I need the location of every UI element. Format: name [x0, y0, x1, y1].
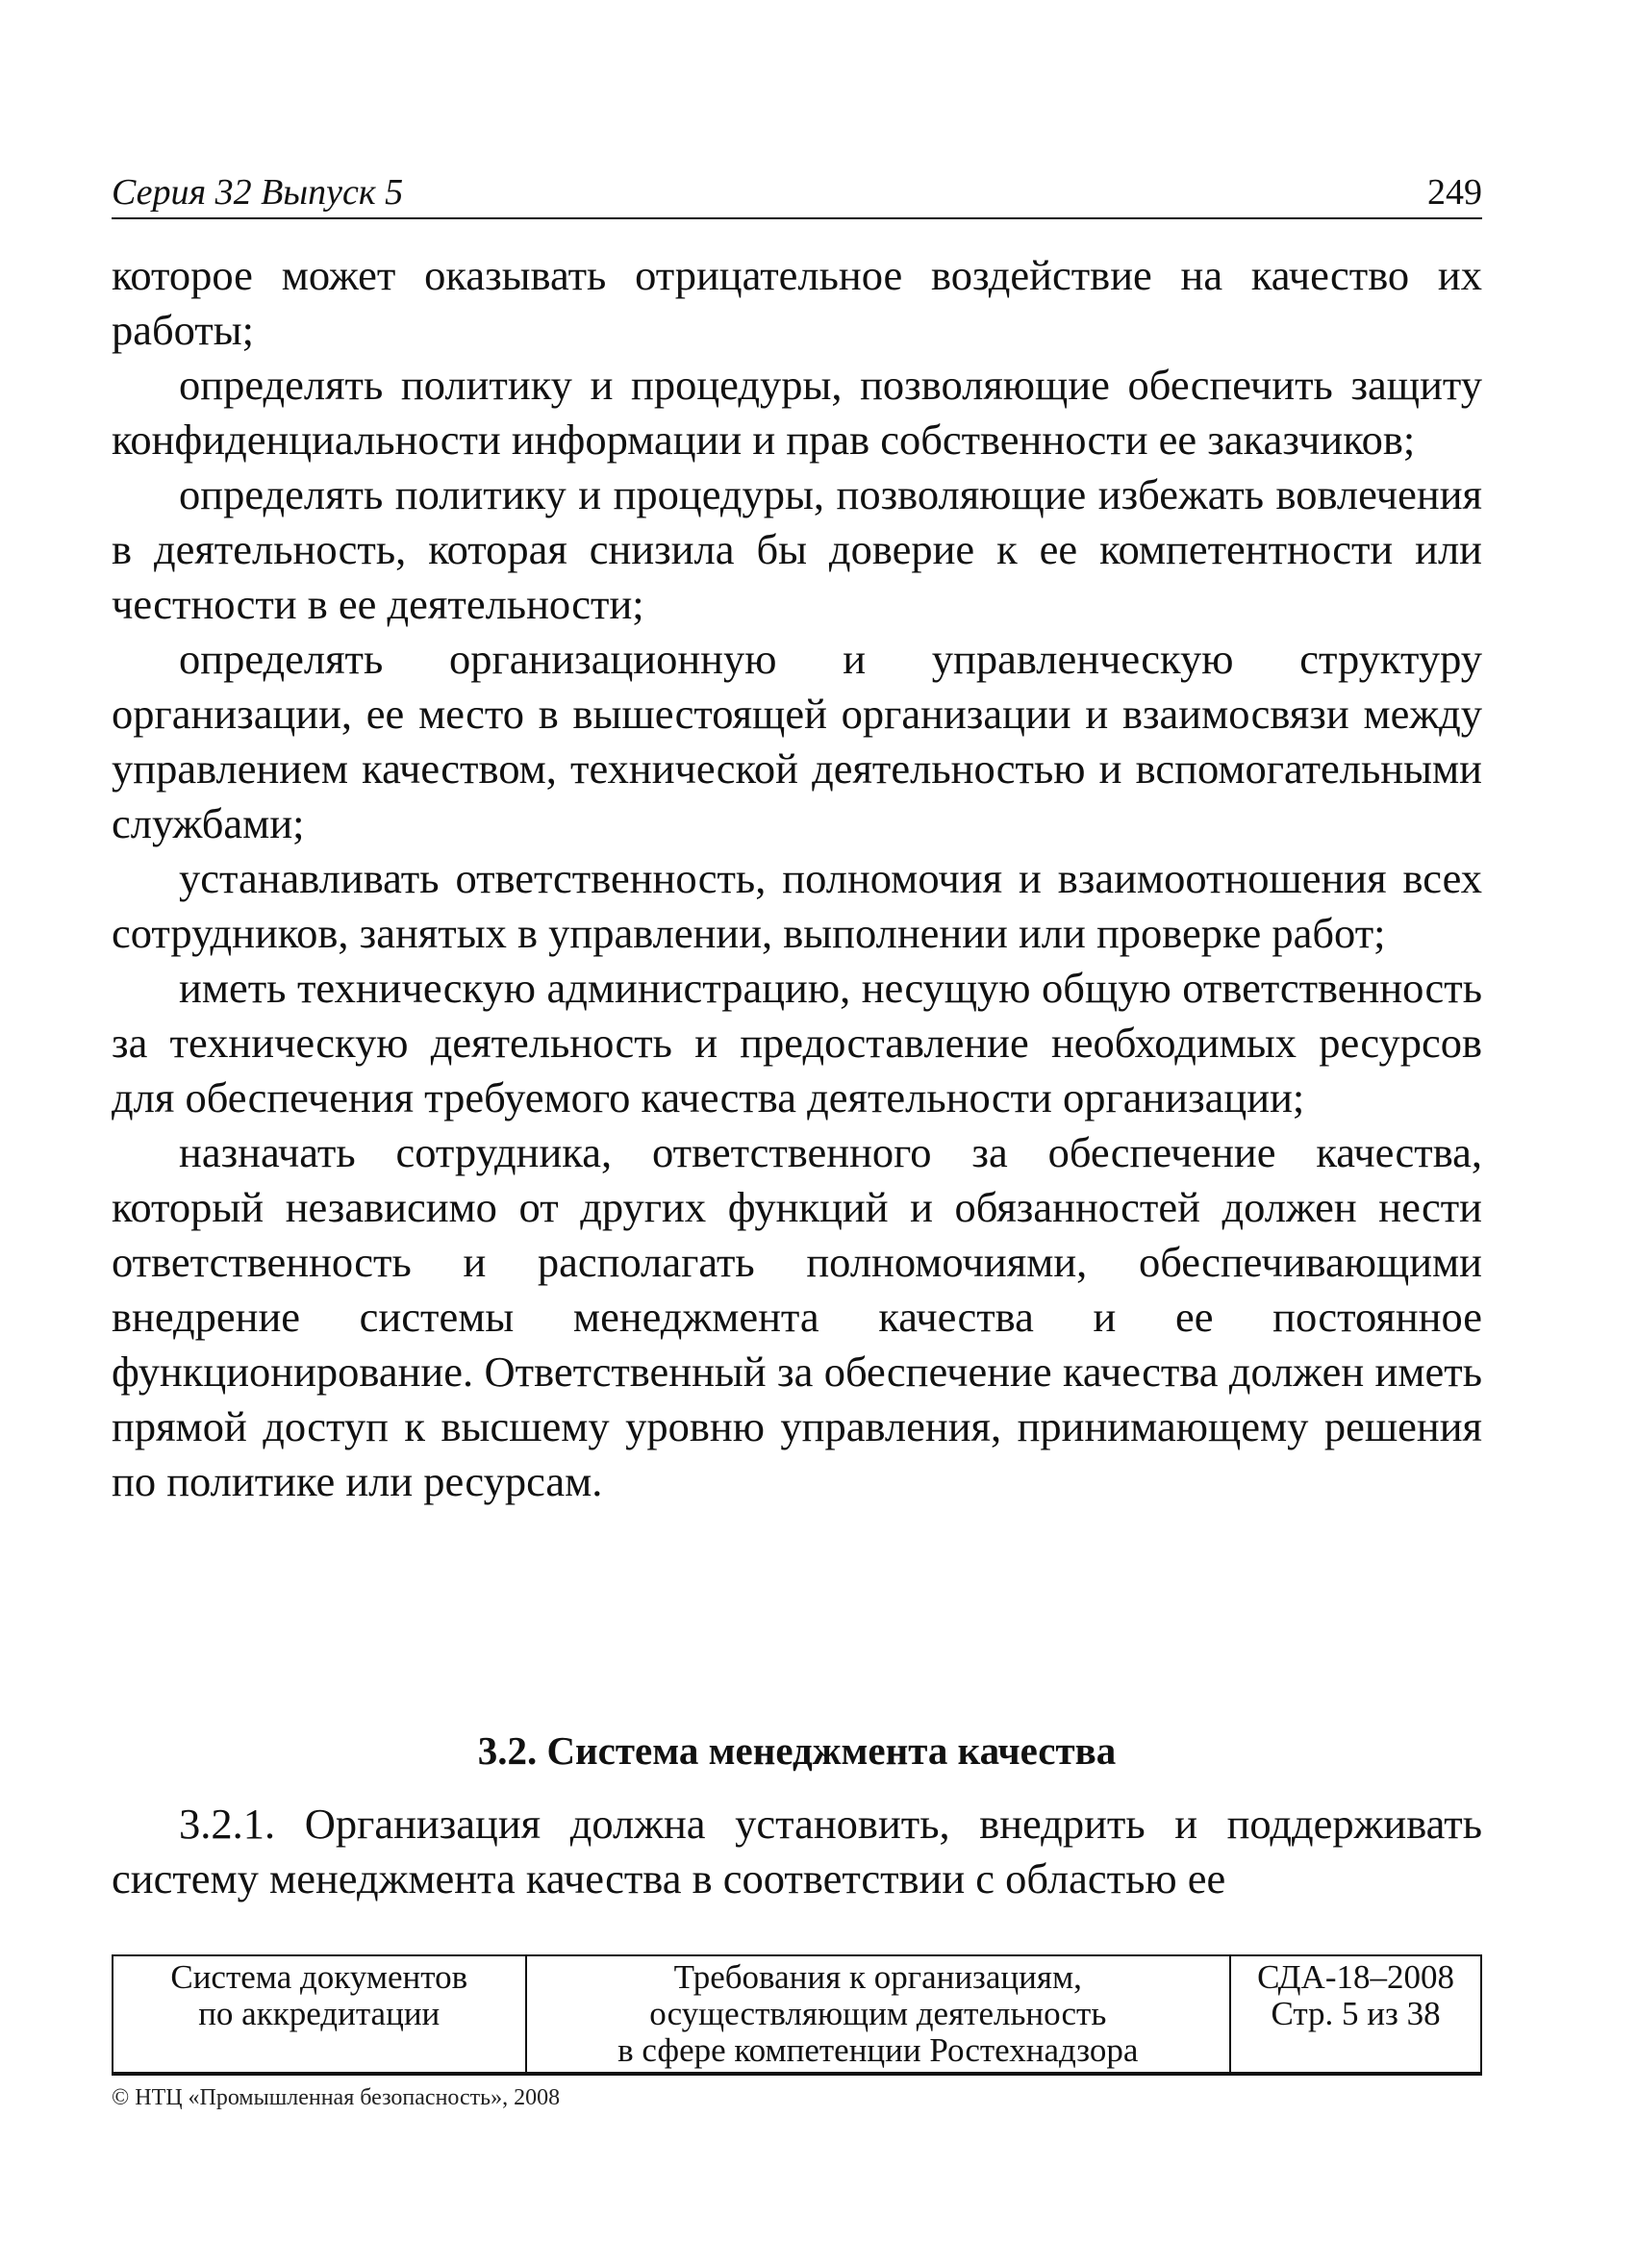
footer-divider: [112, 2074, 1482, 2076]
page-header: [112, 169, 1482, 219]
section-paragraph: 3.2.1. Организация должна установить, внедрить и поддерживать систему менеджмента качества в соответствии с областью ее: [112, 1800, 1482, 1903]
doc-title-cell: [526, 1955, 1231, 2073]
doc-system-cell: [113, 1955, 526, 2073]
paragraph: которое может оказывать отрицательное воздействие на качество их работы;: [112, 251, 1482, 354]
paragraph: иметь техническую администрацию, несущую общую ответственность за техническую деятельность и предоставление необходимых ресурсов для обеспечения требуемого качества деятельности организации;: [112, 964, 1482, 1121]
paragraph: определять политику и процедуры, позволяющие избежать вовлечения в деятельность, которая снизила бы доверие к ее компетентности или честности в ее деятельности;: [112, 470, 1482, 628]
doc-title-line: в сфере компетенции Ростехнадзора: [617, 2031, 1139, 2069]
section-body: [112, 1797, 1482, 1906]
paragraph: назначать сотрудника, ответственного за обеспечение качества, который независимо от других функций и обязанностей должен нести ответственность и располагать полномочиями, обеспечивающими внедрение системы менеджмента качества и ее постоянное функционирование. Ответственный за обеспечение качества должен иметь прямой доступ к высшему уровню управления, принимающему решения по политике или ресурсам.: [112, 1128, 1482, 1505]
page-number: 249: [1427, 172, 1482, 213]
doc-system-line: Система документов: [170, 1958, 468, 1996]
section-title: 3.2. Система менеджмента качества: [477, 1728, 1117, 1773]
doc-page-count: Стр. 5 из 38: [1271, 1995, 1441, 2032]
paragraph: определять политику и процедуры, позволяющие обеспечить защиту конфиденциальности информации и прав собственности ее заказчиков;: [112, 361, 1482, 464]
paragraph: устанавливать ответственность, полномочия и взаимоотношения всех сотрудников, занятых в управлении, выполнении или проверке работ;: [112, 854, 1482, 957]
paragraph: определять организационную и управленческую структуру организации, ее место в вышестоящей организации и взаимосвязи между управлением качеством, технической деятельностью и вспомогательными службами;: [112, 635, 1482, 847]
doc-title-line: Требования к организациям,: [673, 1958, 1082, 1996]
doc-code: СДА-18–2008: [1257, 1958, 1454, 1996]
table-row: [113, 1955, 1481, 2073]
doc-system-line: по аккредитации: [198, 1995, 441, 2032]
document-info-table: [112, 1954, 1482, 2074]
copyright-footer: © НТЦ «Промышленная безопасность», 2008: [112, 2085, 561, 2110]
doc-code-cell: [1230, 1955, 1481, 2073]
body-text: [112, 248, 1482, 1509]
doc-title-line: осуществляющим деятельность: [649, 1995, 1107, 2032]
series-label: Серия 32 Выпуск 5: [112, 172, 404, 213]
